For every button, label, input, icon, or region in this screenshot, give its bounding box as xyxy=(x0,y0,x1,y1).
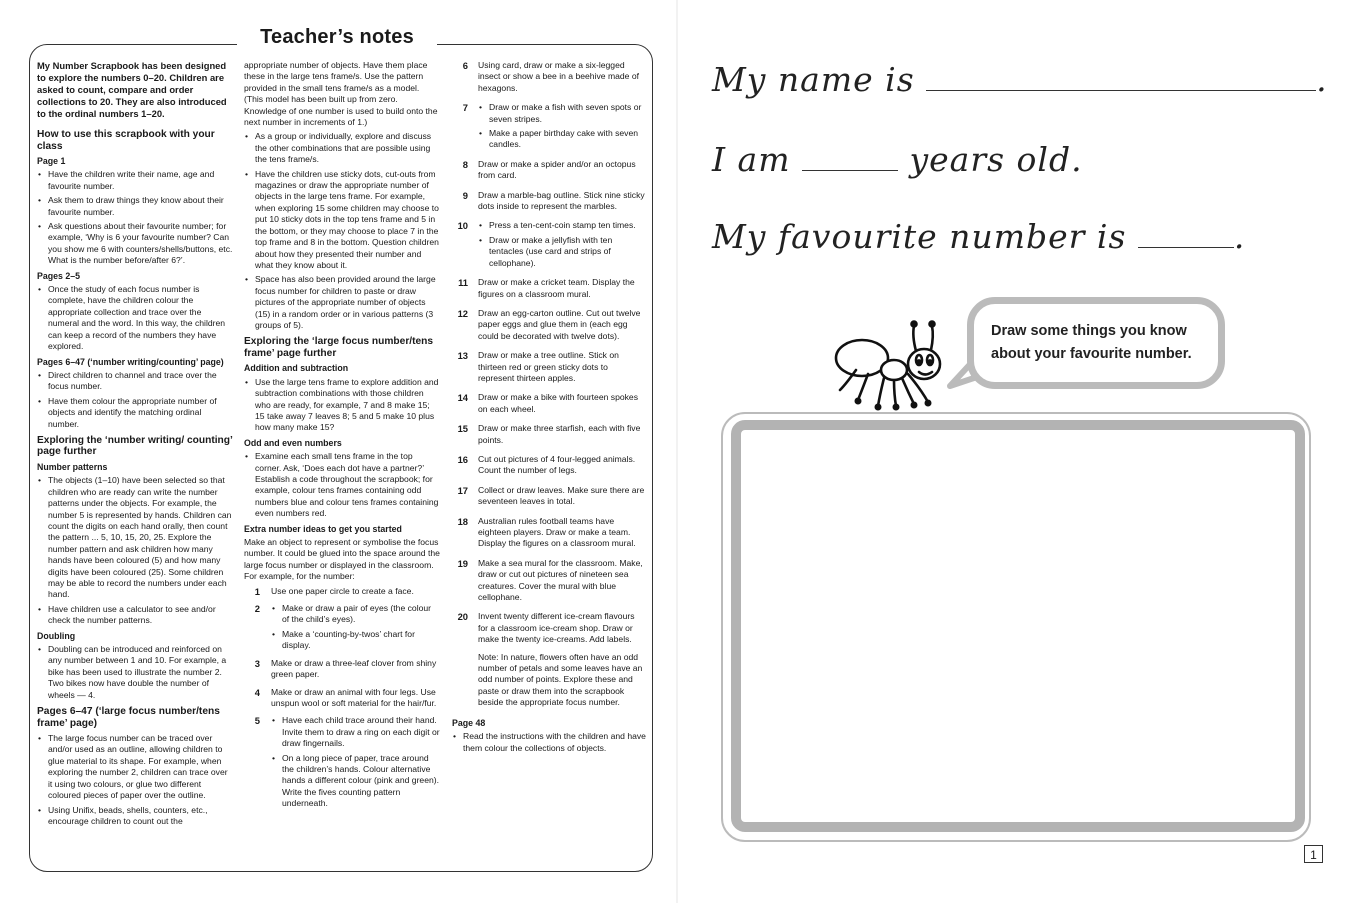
idea-text: Australian rules football teams have eighteen players. Draw or make a team. Display the figures on a classroom mural. xyxy=(478,515,636,549)
idea-number: 6 xyxy=(462,60,468,71)
subheading-pages-6-47: Pages 6–47 (‘number writing/counting’ page) xyxy=(37,356,224,367)
favourite-period: . xyxy=(1233,217,1246,256)
heading-explore-writing: Exploring the ‘number writing/ counting’ page further xyxy=(37,434,233,458)
speech-line-2: about your favourite number. xyxy=(991,346,1192,362)
list-item: • The large focus number can be traced over and/or used as an outline, allowing children to glue material to its shape. For example, when exploring the number 2, children can trace over it using two colours, or glue two different coloured pieces of paper over the outline. xyxy=(37,733,233,801)
idea-item xyxy=(452,516,646,550)
subheading-addition-subtraction: Addition and subtraction xyxy=(244,363,349,374)
idea-bullets xyxy=(478,102,646,151)
idea-text: Draw or make a spider and/or an octopus from card. xyxy=(478,158,636,181)
addsub-list xyxy=(244,377,440,434)
idea-item xyxy=(244,603,440,652)
ideas-list-1-5 xyxy=(244,586,440,810)
page-1-list xyxy=(37,169,233,266)
idea-text: Use one paper circle to create a face. xyxy=(271,585,414,596)
idea-number: 10 xyxy=(457,220,468,232)
heading-explore-large: Exploring the ‘large focus number/tens frame’ page further xyxy=(244,336,434,359)
list-item: • Draw or make a fish with seven spots or seven stripes. xyxy=(478,102,646,125)
age-suffix: years old. xyxy=(909,140,1083,179)
idea-item xyxy=(452,454,646,477)
list-item: • Read the instructions with the children and have them colour the collections of objects. xyxy=(452,731,646,754)
idea-number: 17 xyxy=(457,484,468,496)
idea-item xyxy=(452,558,646,604)
doubling-list xyxy=(37,644,233,701)
idea-text: Draw or make a tree outline. Stick on thirteen red or green sticky dots to represent thirteen apples. xyxy=(478,350,619,383)
idea-text: Draw or make a bike with fourteen spokes on each wheel. xyxy=(478,392,639,414)
age-blank[interactable] xyxy=(802,169,898,171)
idea-number: 16 xyxy=(457,453,468,465)
list-item: • The objects (1–10) have been selected so that children who are ready can write the number patterns under the objects. For example, the number 5 is represented by hands. Children can count the digits on each hand orally, then count the pattern ... 5, 10, 15, 20, 25. Explore the number pattern and ask children how many hands have been coloured (5) and how many digits have been coloured (25). Some children may be able to record the numbers under each hand. xyxy=(37,475,233,600)
list-item: • Have the children write their name, age and favourite number. xyxy=(37,169,233,192)
idea-text: Draw or make a cricket team. Display the figures on a classroom mural. xyxy=(478,277,635,299)
list-item: • Ask them to draw things they know about their favourite number. xyxy=(37,195,233,218)
list-item: • Ask questions about their favourite number; for example, ‘Why is 6 your favourite number? Can you show me 6 with counters/shells/buttons, etc. What is the number before/after 6?’. xyxy=(37,221,233,267)
idea-text: Make or draw an animal with four legs. Use unspun wool or soft material for the hair/fur. xyxy=(271,686,437,708)
idea-text: Draw an egg-carton outline. Cut out twelve paper eggs and glue them in (each egg could be decorated with twelve dots). xyxy=(478,307,641,341)
continued-paragraph: appropriate number of objects. Have them place these in the large tens frame/s. Use the pattern provided in the small tens frame/s as a model. (This model has been built up from zero. Knowledge of one number is used to build onto the next number in increments of 1.) xyxy=(244,60,438,128)
speech-bubble-text xyxy=(991,320,1192,366)
subheading-number-patterns: Number patterns xyxy=(37,461,108,472)
list-item: • Direct children to channel and trace over the focus number. xyxy=(37,370,233,393)
pages-6-47-list xyxy=(37,370,233,430)
list-item: • Space has also been provided around the large focus number for children to paste or draw pictures of the appropriate number of objects (15) in a random order or in various patterns (3 groups of 5). xyxy=(244,274,440,331)
oddeven-list xyxy=(244,451,440,519)
idea-number: 8 xyxy=(462,158,468,170)
tens-frame-list xyxy=(244,131,440,331)
idea-number: 14 xyxy=(457,392,468,404)
idea-item xyxy=(452,159,646,182)
subheading-extra-ideas: Extra number ideas to get you started xyxy=(244,523,402,534)
idea-item xyxy=(452,611,646,645)
favourite-blank[interactable] xyxy=(1138,246,1234,248)
idea-text: Draw a marble-bag outline. Stick nine sticky dots inside to represent the marbles. xyxy=(478,189,645,212)
list-item: • Make a paper birthday cake with seven candles. xyxy=(478,128,646,151)
idea-number: 1 xyxy=(254,585,260,597)
list-item: • Once the study of each focus number is complete, have the children colour the appropriate collection and trace over the numeral and the word. In this way, the children can keep a record of the numbers they have explored. xyxy=(37,284,233,352)
name-blank[interactable] xyxy=(926,89,1316,91)
idea-item xyxy=(452,392,646,415)
idea-bullets xyxy=(478,220,646,269)
heading-large-focus: Pages 6–47 (‘large focus number/tens frame’ page) xyxy=(37,706,220,729)
idea-text: Draw or make three starfish, each with five points. xyxy=(478,423,641,445)
idea-number: 18 xyxy=(457,515,468,527)
list-item: • Doubling can be introduced and reinforced on any number between 1 and 10. For example, a bike has been used to illustrate the number 2. Two bikes now have double the number of wheels — 4. xyxy=(37,644,233,701)
age-line xyxy=(712,140,1083,179)
idea-number: 4 xyxy=(254,686,260,698)
idea-item xyxy=(244,586,440,597)
subheading-odd-even: Odd and even numbers xyxy=(244,437,342,448)
list-item: • Have children use a calculator to see and/or check the number patterns. xyxy=(37,604,233,627)
idea-number: 15 xyxy=(457,423,468,435)
pages-2-5-list xyxy=(37,284,233,352)
drawing-area[interactable] xyxy=(731,420,1305,832)
subheading-page-1: Page 1 xyxy=(37,156,66,166)
idea-number: 9 xyxy=(462,189,468,201)
idea-item xyxy=(452,350,646,384)
ideas-list-6-20 xyxy=(452,60,646,646)
list-item: • Press a ten-cent-coin stamp ten times. xyxy=(478,220,646,231)
notes-column-1 xyxy=(37,60,233,830)
idea-number: 20 xyxy=(457,611,468,623)
idea-number: 13 xyxy=(457,350,468,362)
idea-bullets xyxy=(271,715,440,809)
list-item: • Make a ‘counting-by-twos’ chart for display. xyxy=(271,629,440,652)
idea-item xyxy=(452,308,646,342)
idea-number: 5 xyxy=(254,715,260,727)
list-item: • Examine each small tens frame in the top corner. Ask, ‘Does each dot have a partner?’ Establish a code throughout the scrapbook; for example, colour tens frames containing odd numbers blue and colour tens frames containing even numbers red. xyxy=(244,451,440,519)
list-item: • Have each child trace around their hand. Invite them to draw a ring on each digit or draw fingernails. xyxy=(271,715,440,749)
heading-how-to-use: How to use this scrapbook with your class xyxy=(37,129,215,152)
idea-text: Using card, draw or make a six-legged insect or show a bee in a beehive made of hexagons. xyxy=(478,60,639,93)
idea-number: 2 xyxy=(254,603,260,615)
teachers-notes-page xyxy=(0,0,676,903)
list-item: • Using Unifix, beads, shells, counters, etc., encourage children to count out the xyxy=(37,805,233,828)
idea-text: Cut out pictures of 4 four-legged animals. Count the number of legs. xyxy=(478,453,636,476)
idea-number: 12 xyxy=(457,307,468,319)
idea-item xyxy=(244,715,440,809)
ant-illustration xyxy=(828,318,948,413)
idea-item xyxy=(452,102,646,151)
favourite-number-line xyxy=(712,217,1245,256)
notes-column-2 xyxy=(244,60,440,816)
idea-item xyxy=(452,485,646,508)
subheading-doubling: Doubling xyxy=(37,630,76,641)
idea-item xyxy=(244,687,440,710)
idea-item xyxy=(452,423,646,446)
idea-number: 7 xyxy=(462,102,468,114)
idea-text: Make a sea mural for the classroom. Make, draw or cut out pictures of nineteen sea creatures. Cover the mural with blue cellophane. xyxy=(478,557,643,603)
idea-text: Make or draw a three-leaf clover from shiny green paper. xyxy=(271,657,437,680)
favourite-prompt: My favourite number is xyxy=(712,217,1127,256)
list-item: • Make or draw a pair of eyes (the colour of the child’s eyes). xyxy=(271,603,440,626)
idea-item xyxy=(244,658,440,681)
note-paragraph: Note: In nature, flowers often have an odd number of petals and some leaves have an odd number of points. Explore these and paste or draw them into the scrapbook beside the appropriate focus number. xyxy=(478,651,643,708)
idea-number: 3 xyxy=(254,657,260,669)
speech-line-1: Draw some things you know xyxy=(991,323,1187,339)
intro-paragraph: My Number Scrapbook has been designed to explore the numbers 0–20. Children are asked to count, compare and order collections to 20. They are also introduced to the ordinal numbers 1–20. xyxy=(37,60,227,119)
idea-text: Collect or draw leaves. Make sure there are seventeen leaves in total. xyxy=(478,484,645,507)
page-48-list xyxy=(452,731,646,754)
notes-column-3 xyxy=(452,60,646,757)
name-line xyxy=(712,60,1328,99)
subheading-page-48: Page 48 xyxy=(452,717,486,728)
age-prompt: I am xyxy=(712,140,791,179)
subheading-pages-2-5: Pages 2–5 xyxy=(37,270,81,281)
name-prompt: My name is xyxy=(712,60,915,99)
list-item: • Use the large tens frame to explore addition and subtraction combinations with those children who are ready, for example, 7 and 8 make 15; 15 take away 7 leaves 8; 5 and 5 make 10 plus how many make 15? xyxy=(244,377,440,434)
list-item: • On a long piece of paper, trace around the children’s hands. Colour alternative hands a different colour (pink and green). Write the fives counting pattern underneath. xyxy=(271,753,440,810)
list-item: • Have the children use sticky dots, cut-outs from magazines or draw the appropriate number of objects in the large tens frame. For example, when exploring 15 some children may choose to put 10 sticky dots in the top tens frame and 5 in the bottom, or they may choose to place 7 in the top frame and 8 in the bottom. Question children about how they presented their number and what they know about it. xyxy=(244,169,440,272)
name-period: . xyxy=(1316,60,1328,99)
idea-item xyxy=(452,190,646,213)
idea-item xyxy=(452,277,646,300)
idea-bullets xyxy=(271,603,440,652)
page-number: 1 xyxy=(1304,845,1323,863)
large-focus-list xyxy=(37,733,233,827)
idea-item xyxy=(452,60,646,94)
patterns-list xyxy=(37,475,233,626)
idea-item xyxy=(452,220,646,269)
list-item: • Draw or make a jellyfish with ten tentacles (use card and strips of cellophane). xyxy=(478,235,646,269)
idea-text: Invent twenty different ice-cream flavours for a classroom ice-cream shop. Draw or make the twenty ice-creams. Add labels. xyxy=(478,611,635,645)
idea-number: 11 xyxy=(458,277,468,289)
idea-number: 19 xyxy=(457,557,468,569)
list-item: • Have them colour the appropriate number of objects and identify the matching ordinal number. xyxy=(37,396,233,430)
page-title: Teacher’s notes xyxy=(237,26,437,49)
extra-paragraph: Make an object to represent or symbolise the focus number. It could be glued into the space around the large focus number or displayed in the classroom. For example, for the number: xyxy=(244,537,440,582)
list-item: • As a group or individually, explore and discuss the other combinations that are possible using the tens frame/s. xyxy=(244,131,440,165)
